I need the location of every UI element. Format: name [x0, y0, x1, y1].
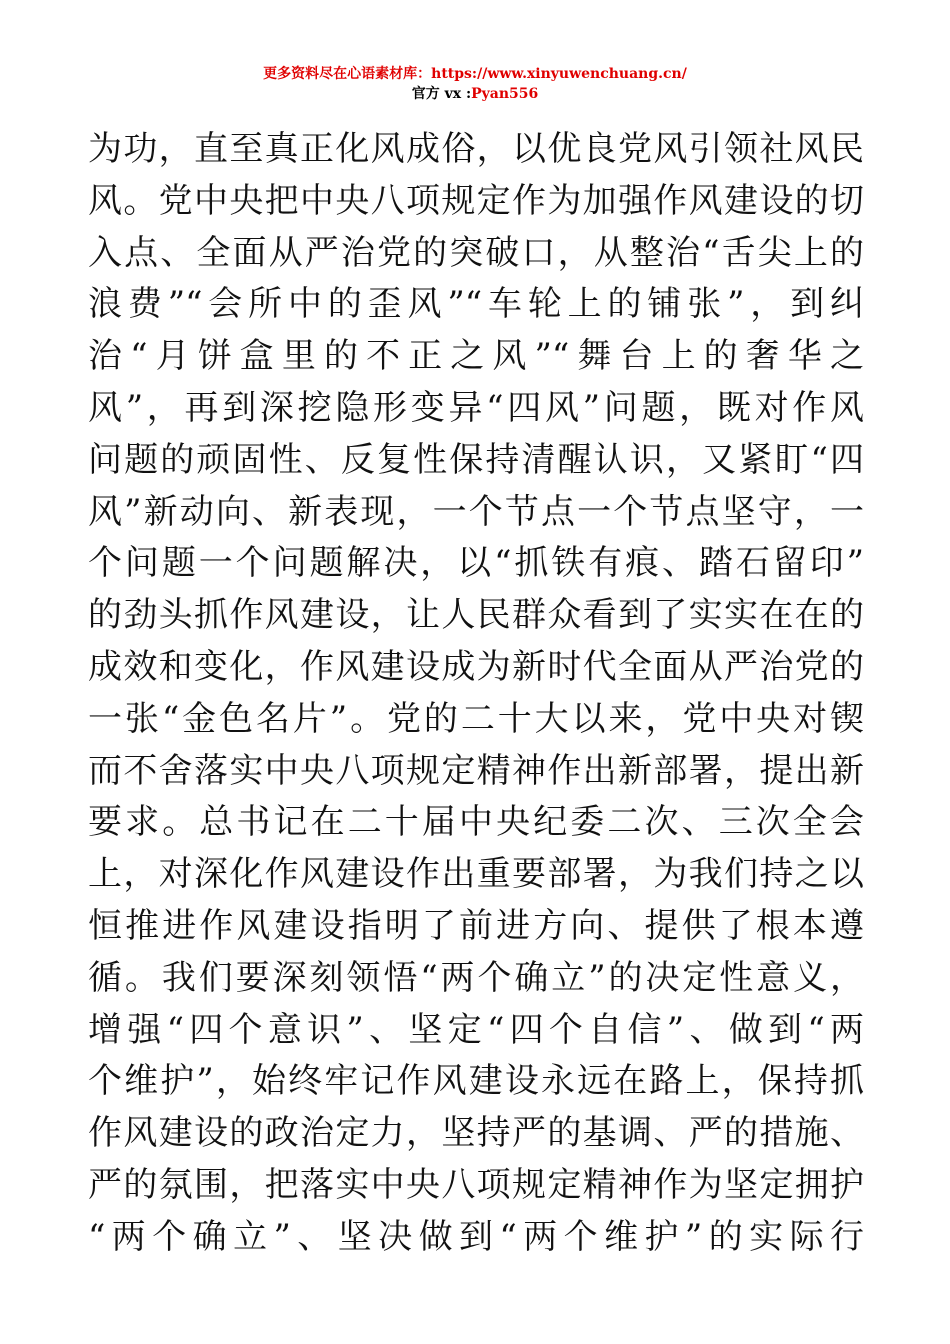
body-line: 风”，再到深挖隐形变异“四风”问题，既对作风	[88, 387, 864, 428]
body-line: 严的氛围，把落实中央八项规定精神作为坚定拥护	[88, 1164, 864, 1205]
body-line: 问题的顽固性、反复性保持清醒认识，又紧盯“四	[88, 439, 864, 480]
body-line: 要求。总书记在二十届中央纪委二次、三次全会	[88, 802, 864, 843]
body-line: 上，对深化作风建设作出重要部署，为我们持之以	[88, 854, 864, 895]
header-contact-line	[0, 84, 950, 104]
body-line: 风”新动向、新表现，一个节点一个节点坚守，一	[88, 491, 864, 532]
header-contact-id: Pyan556	[471, 86, 539, 102]
body-line: 增强“四个意识”、坚定“四个自信”、做到“两	[88, 1009, 864, 1050]
body-line: “两个确立”、坚决做到“两个维护”的实际行	[88, 1216, 864, 1257]
body-line: 入点、全面从严治党的突破口，从整治“舌尖上的	[88, 232, 864, 273]
body-line: 恒推进作风建设指明了前进方向、提供了根本遵	[88, 905, 864, 946]
body-line: 循。我们要深刻领悟“两个确立”的决定性意义，	[88, 957, 864, 998]
body-line: 个问题一个问题解决，以“抓铁有痕、踏石留印”	[88, 543, 864, 584]
body-line: 而不舍落实中央八项规定精神作出新部署，提出新	[88, 750, 864, 791]
header-contact-label: 官方 vx :	[411, 86, 472, 102]
body-line: 为功，直至真正化风成俗，以优良党风引领社风民	[88, 129, 864, 169]
body-line: 个维护”，始终牢记作风建设永远在路上，保持抓	[88, 1061, 864, 1102]
body-line: 浪费”“会所中的歪风”“车轮上的铺张”，到纠	[88, 284, 864, 325]
header-source-line: 更多资料尽在心语素材库：https://www.xinyuwenchuang.cn/	[263, 66, 687, 82]
body-line: 一张“金色名片”。党的二十大以来，党中央对锲	[88, 698, 864, 739]
body-line: 治“月饼盒里的不正之风”“舞台上的奢华之	[88, 336, 864, 377]
page-header	[0, 64, 950, 104]
body-line: 成效和变化，作风建设成为新时代全面从严治党的	[88, 646, 864, 687]
body-paragraph	[88, 124, 864, 1264]
body-line: 的劲头抓作风建设，让人民群众看到了实实在在的	[88, 595, 864, 636]
body-line: 风。党中央把中央八项规定作为加强作风建设的切	[88, 180, 864, 221]
body-line: 作风建设的政治定力，坚持严的基调、严的措施、	[88, 1113, 864, 1154]
